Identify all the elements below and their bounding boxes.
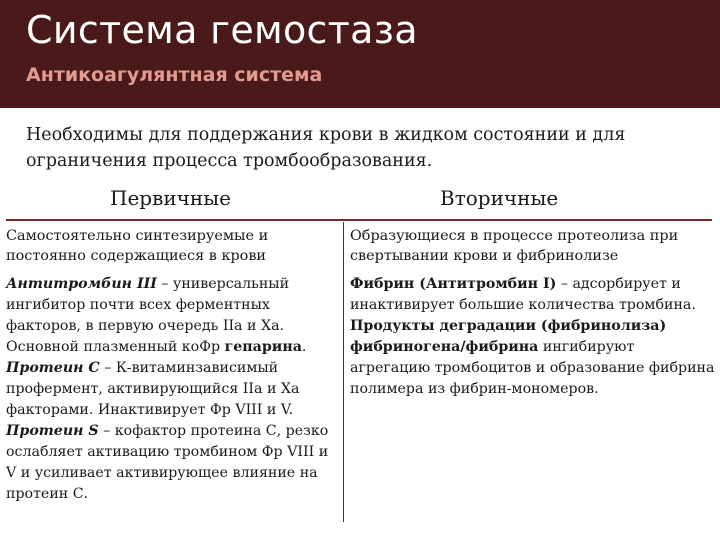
- column-divider: [343, 222, 344, 522]
- item-text: – адсорбирует и инактивирует большие количества тромбина.: [350, 276, 696, 313]
- primary-item-protein-s: [6, 421, 334, 505]
- item-text: – К-витаминзависимый профермент, активирующийся IIa и Xa факторами. Инактивирует Фр VIII и V.: [6, 360, 300, 418]
- item-text: – универсальный ингибитор почти всех ферментных факторов, в первую очередь IIa и Xa. Основной плазменный коФр: [6, 276, 290, 355]
- item-bold: гепарина: [224, 339, 302, 355]
- item-name: Антитромбин III: [6, 276, 157, 292]
- header-banner: [0, 0, 720, 108]
- primary-subheading: Самостоятельно синтезируемые и постоянно содержащиеся в крови: [6, 228, 269, 264]
- secondary-subheading: Образующиеся в процессе протеолиза при свертывании крови и фибринолизе: [350, 228, 679, 264]
- item-name: Протеин S: [6, 423, 99, 439]
- item-text: – кофактор протеина С, резко ослабляет активацию тромбином Фр VIII и V и усиливает активирующее влияние на протеин С.: [6, 423, 329, 502]
- secondary-column: [350, 226, 716, 400]
- header-divider: [6, 219, 712, 221]
- slide-subtitle: Антикоагулянтная система: [26, 64, 323, 86]
- primary-heading: Первичные: [110, 186, 231, 210]
- item-name: Фибрин (Антитромбин I): [350, 276, 557, 292]
- slide-title: Система гемостаза: [26, 8, 418, 52]
- item-tail: .: [301, 339, 307, 355]
- secondary-item-degradation-products: [350, 316, 716, 400]
- primary-item-antithrombin: [6, 274, 334, 358]
- primary-column: [6, 226, 334, 505]
- primary-item-protein-c: [6, 358, 334, 421]
- item-name: Протеин С: [6, 360, 100, 376]
- secondary-heading: Вторичные: [440, 186, 559, 210]
- item-text: ингибируют агрегацию тромбоцитов и образование фибрина полимера из фибрин-мономеров.: [350, 339, 715, 397]
- secondary-item-fibrin: [350, 274, 716, 316]
- item-name: Продукты деградации (фибринолиза) фибриногена/фибрина: [350, 318, 667, 355]
- intro-text: Необходимы для поддержания крови в жидком состоянии и для ограничения процесса тромбообразования.: [26, 125, 626, 171]
